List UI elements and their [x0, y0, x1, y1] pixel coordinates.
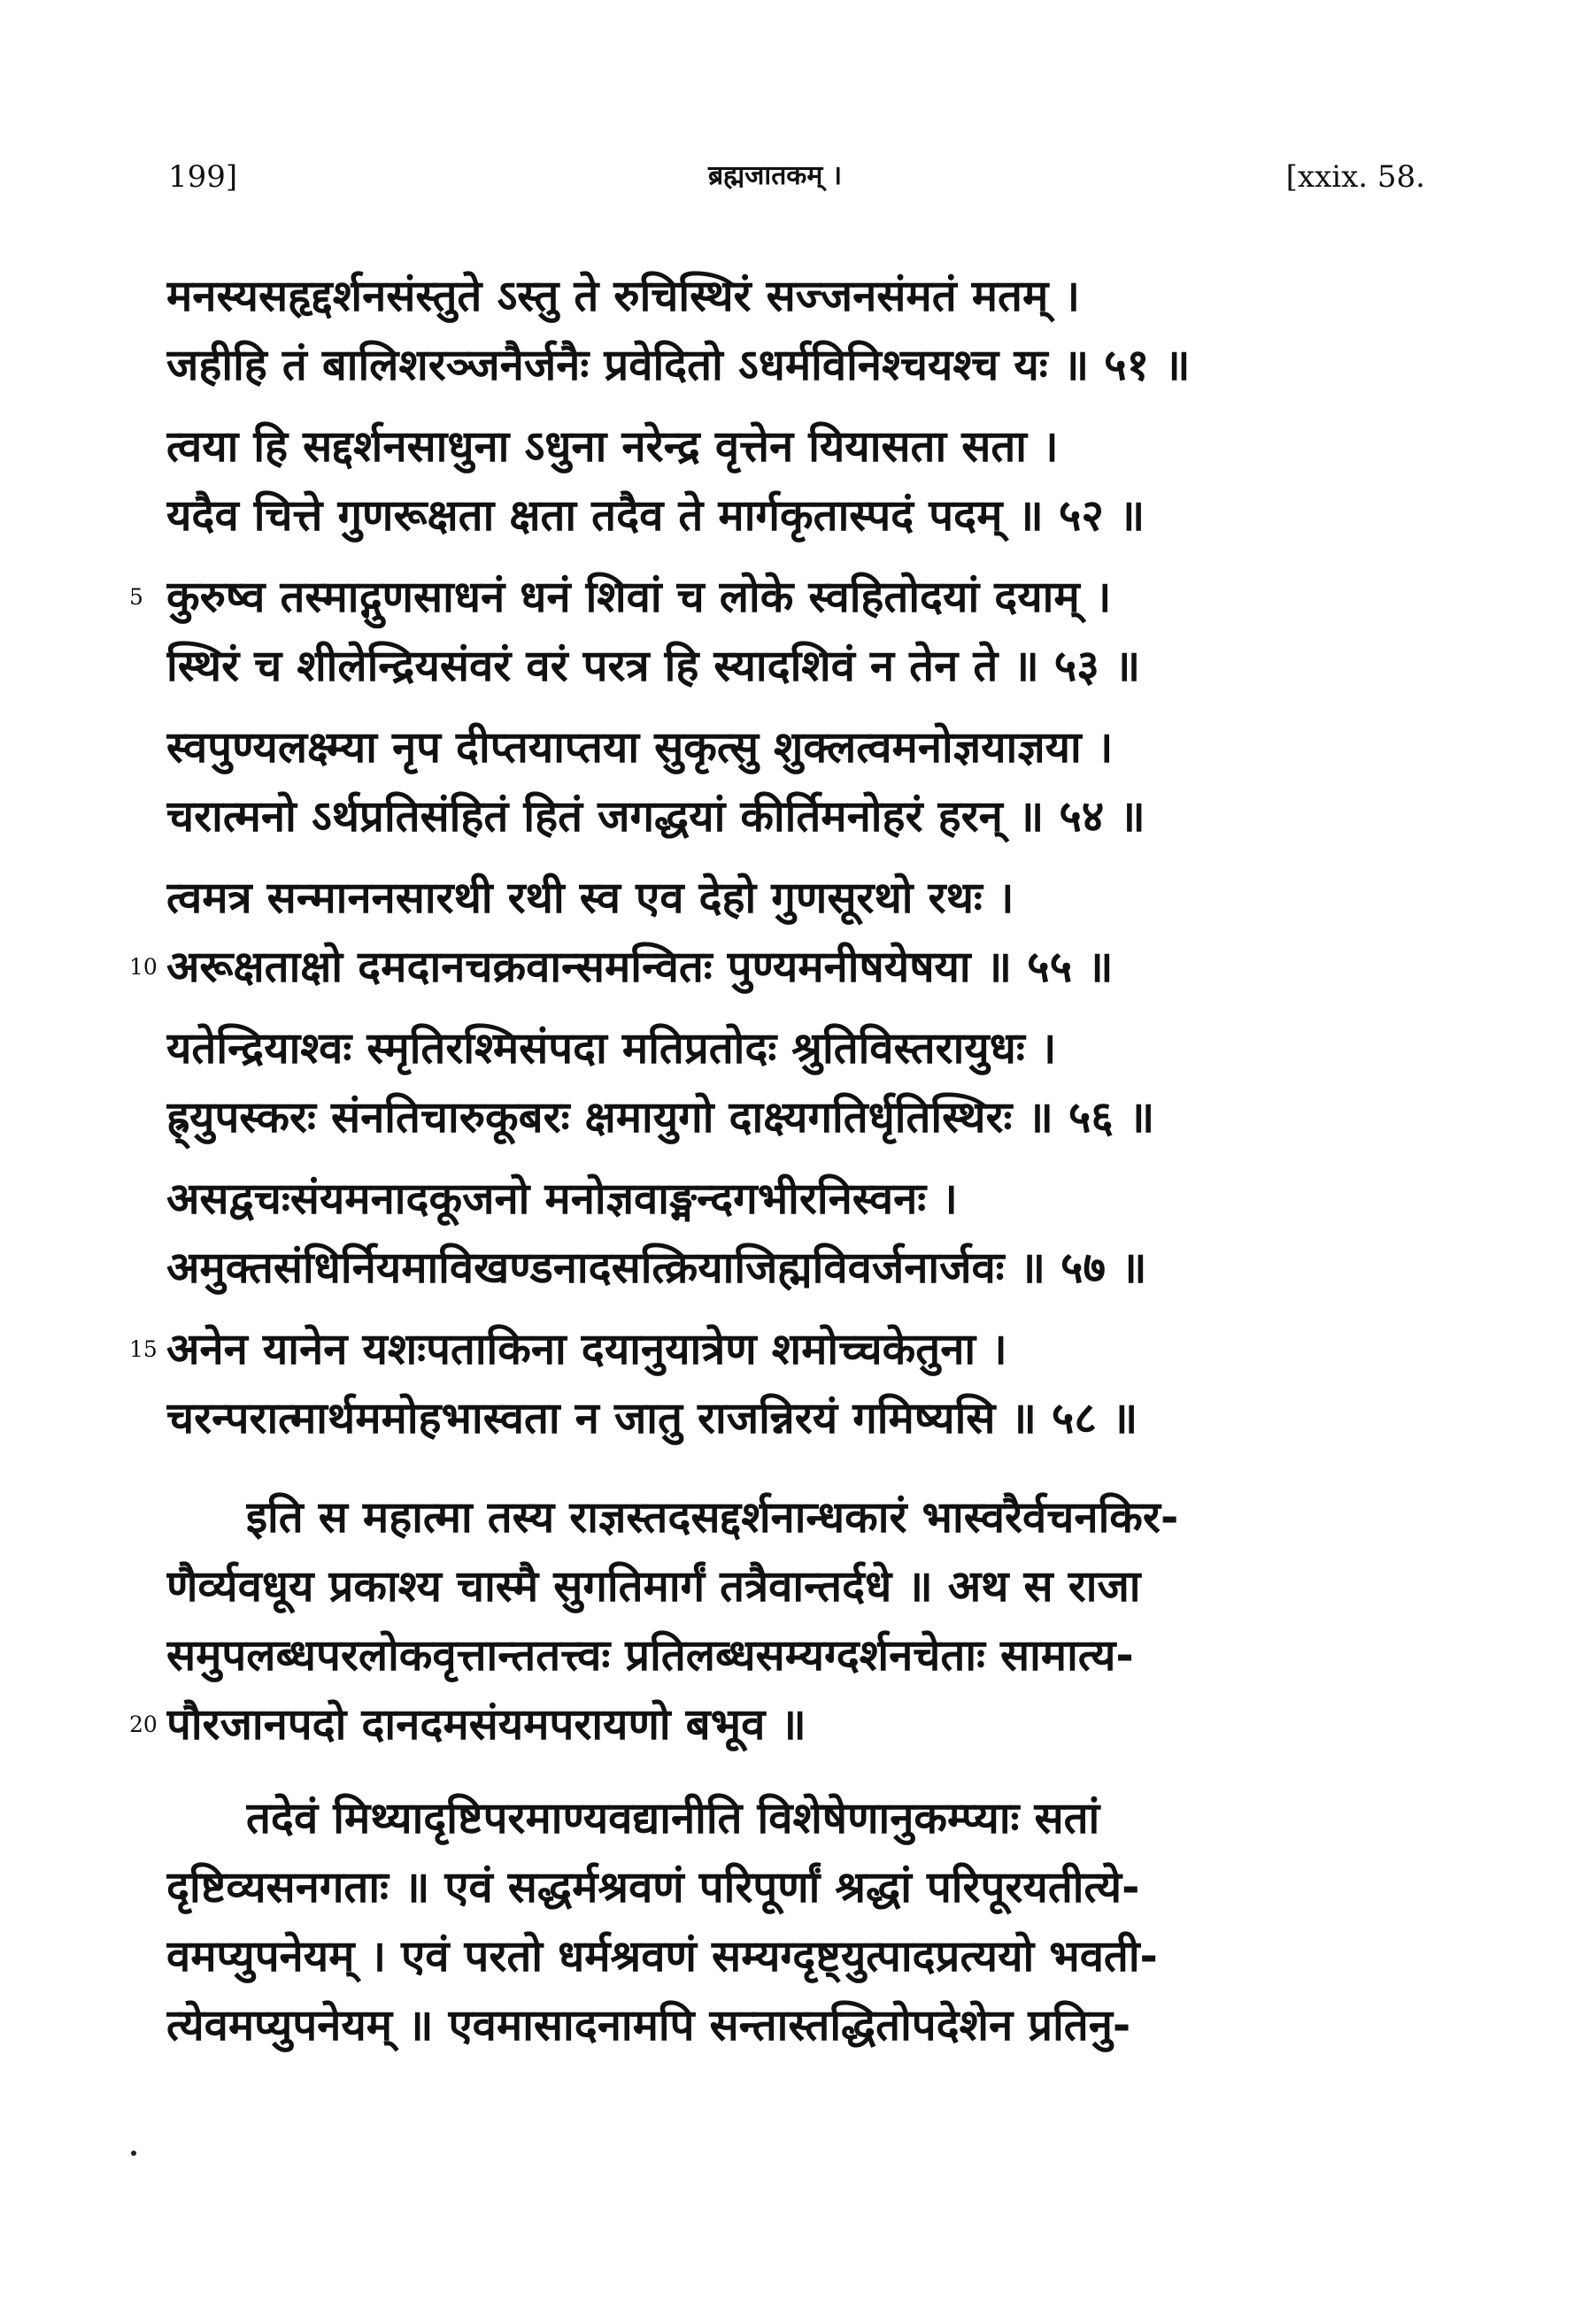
text-line: मनस्यसहृद्दर्शनसंस्तुते ऽस्तु ते रुचिस्थिरं सज्जनसंमतं मतम् । [166, 271, 1080, 321]
text-line: चरात्मनो ऽर्थप्रतिसंहितं हितं जगद्धयां कीर्तिमनोहरं हरन् ॥ ५४ ॥ [166, 791, 1145, 842]
text-line: जहीहि तं बालिशरञ्जनैर्जनैः प्रवेदितो ऽधर्मविनिश्चयश्च यः ॥ ५१ ॥ [166, 340, 1191, 390]
text-line: णैर्व्यवधूय प्रकाश्य चास्मै सुगतिमार्गं तत्रैवान्तर्दधे ॥ अथ स राजा [166, 1561, 1141, 1612]
running-title: ब्रह्मजातकम् । [708, 160, 843, 191]
text-line: इति स महात्मा तस्य राज्ञस्तदसद्दर्शनान्धकारं भास्वरैर्वचनकिर- [246, 1492, 1179, 1543]
text-line: त्वमत्र सन्माननसारथी रथी स्व एव देहो गुणसूरथो रथः । [166, 873, 1014, 923]
text-line: चरन्परात्मार्थममोहभास्वता न जातु राजन्निरयं गमिष्यसि ॥ ५८ ॥ [166, 1393, 1138, 1443]
text-line: स्थिरं च शीलेन्द्रियसंवरं वरं परत्र हि स्यादशिवं न तेन ते ॥ ५३ ॥ [166, 641, 1141, 691]
page-number: 199] [168, 159, 238, 195]
line-number: 5 [129, 584, 143, 610]
text-line: यतेन्द्रियाश्वः स्मृतिरश्मिसंपदा मतिप्रतोदः श्रुतिविस्तरायुधः । [166, 1023, 1057, 1074]
text-line: असद्वचःसंयमनादकूजनो मनोज्ञवाङ्मन्दगभीरनिस्वनः । [166, 1174, 958, 1224]
line-number: 10 [129, 954, 158, 980]
margin-dot [131, 2151, 136, 2156]
text-line: दृष्टिव्यसनगताः ॥ एवं सद्धर्मश्रवणं परिपूर्णां श्रद्धां परिपूरयतीत्ये- [166, 1862, 1140, 1912]
text-line: तदेवं मिथ्यादृष्टिपरमाण्यवद्यानीति विशेषेणानुकम्प्याः सतां [246, 1793, 1100, 1843]
line-number: 20 [129, 1712, 158, 1737]
text-line: अमुक्तसंधिर्नियमाविखण्डनादसत्क्रियाजिह्मविवर्जनार्जवः ॥ ५७ ॥ [166, 1243, 1147, 1293]
text-line: अरूक्षताक्षो दमदानचक्रवान्समन्वितः पुण्यमनीषयेषया ॥ ५५ ॥ [166, 942, 1114, 992]
text-line: समुपलब्धपरलोकवृत्तान्ततत्त्वः प्रतिलब्धसम्यग्दर्शनचेताः सामात्य- [166, 1630, 1134, 1681]
line-number: 15 [129, 1336, 158, 1362]
text-line: कुरुष्व तस्माद्गुणसाधनं धनं शिवां च लोके स्वहितोदयां दयाम् । [166, 572, 1112, 622]
text-line: पौरजानपदो दानदमसंयमपरायणो बभूव ॥ [166, 1699, 806, 1750]
running-header [168, 150, 1425, 204]
text-line: त्येवमप्युपनेयम् ॥ एवमासादनामपि सन्तास्तद्धितोपदेशेन प्रतिनु- [166, 2000, 1131, 2051]
text-line: अनेन यानेन यशःपताकिना दयानुयात्रेण शमोच्चकेतुना । [166, 1324, 1007, 1374]
text-line: त्वया हि सद्दर्शनसाधुना ऽधुना नरेन्द्र वृत्तेन यियासता सता । [166, 421, 1059, 472]
text-line: ह्र्युपस्करः संनतिचारुकूबरः क्षमायुगो दाक्ष्यगतिर्धृतिस्थिरः ॥ ५६ ॥ [166, 1092, 1155, 1143]
section-reference: [xxix. 58. [1285, 159, 1425, 195]
text-line: स्वपुण्यलक्ष्म्या नृप दीप्तयाप्तया सुकृत्सु शुक्लत्वमनोज्ञयाज्ञया । [166, 722, 1114, 773]
text-line: वमप्युपनेयम् । एवं परतो धर्मश्रवणं सम्यग्दृष्ट्युत्पादप्रत्ययो भवती- [166, 1931, 1158, 1982]
text-line: यदैव चित्ते गुणरूक्षता क्षता तदैव ते मार्गकृतास्पदं पदम् ॥ ५२ ॥ [166, 490, 1145, 541]
